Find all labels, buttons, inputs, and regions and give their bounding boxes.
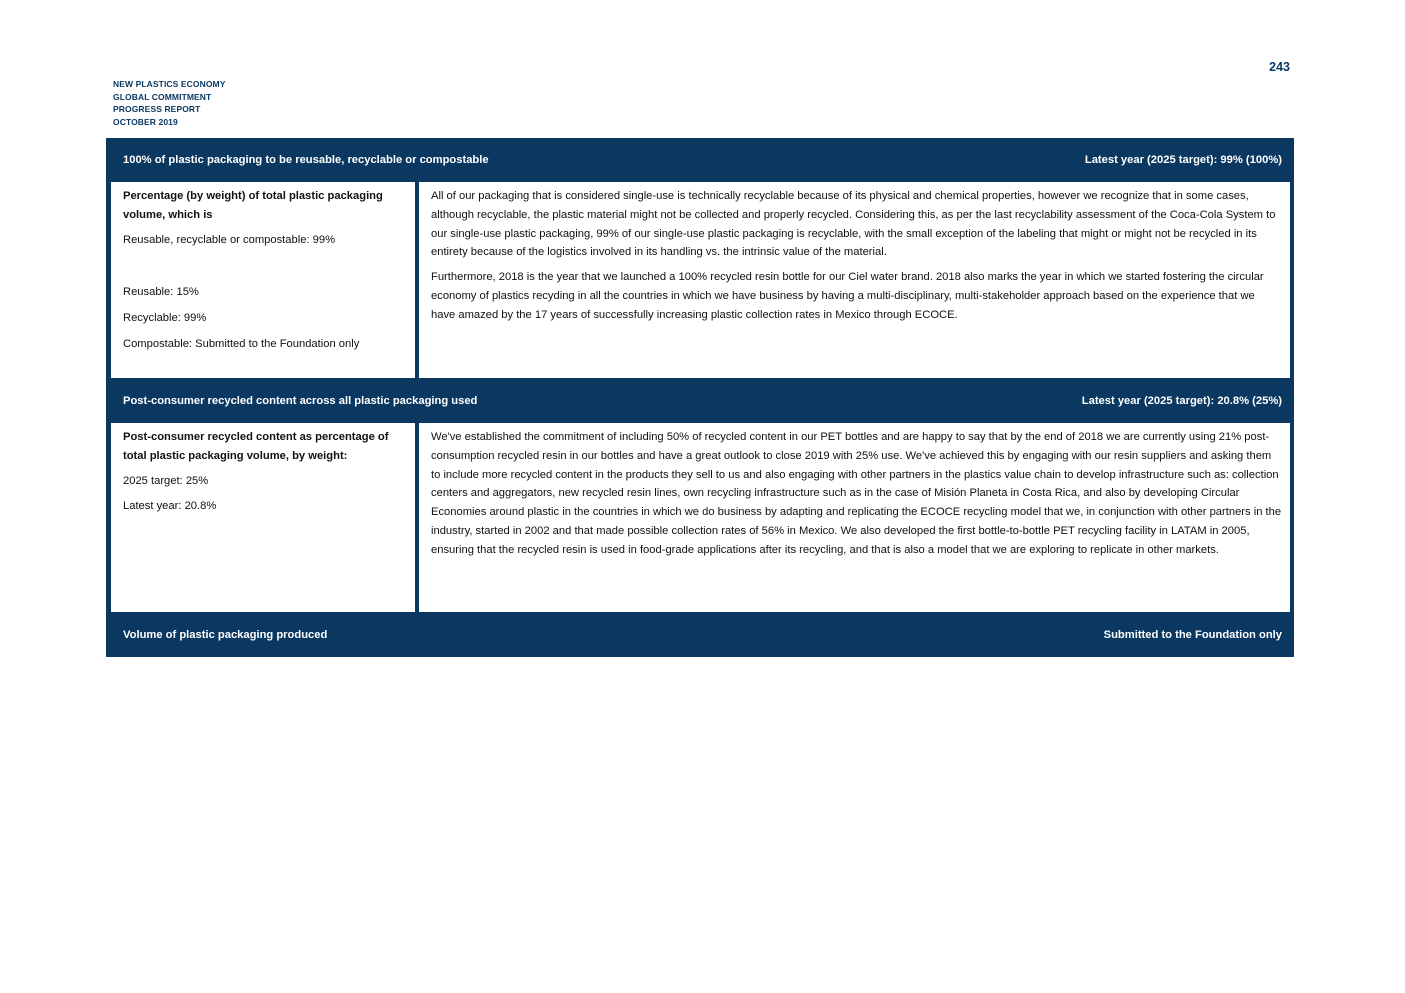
metric-total-reusable: Reusable, recyclable or compostable: 99%: [123, 233, 336, 246]
section-header-volume: [106, 612, 1294, 657]
metrics-cell-recycled-content: [111, 423, 415, 612]
metric-recyclable: Recyclable: 99%: [123, 312, 207, 325]
section-header-reusable: [106, 138, 1294, 182]
narrative-paragraph: Furthermore, 2018 is the year that we launched a 100% recycled resin bottle for our Ciel water brand. 2018 also marks the year in which we started fostering the circular economy of plastics recyding in all the countries in which we have business by having a multi-disciplinary, multi-stakeholder approach based on the experience that we have amazed by the 17 years of successfully increasing plastic collection rates in Mexico through ECOCE.: [431, 271, 1264, 321]
metric-compostable: Compostable: Submitted to the Foundation only: [123, 337, 360, 350]
report-header: [113, 78, 226, 128]
narrative-cell-reusable: [419, 182, 1290, 378]
section-latest-recycled-content: Latest year (2025 target): 20.8% (25%): [1081, 394, 1282, 407]
section-content-recycled-content: [106, 423, 1294, 612]
section-header-recycled-content: [106, 378, 1294, 423]
section-title-recycled-content: Post-consumer recycled content across all plastic packaging used: [123, 394, 478, 407]
header-line-3: PROGRESS REPORT: [113, 104, 201, 115]
section-latest-reusable: Latest year (2025 target): 99% (100%): [1084, 154, 1282, 166]
metric-latest-recycled-content: Latest year: 20.8%: [123, 500, 217, 513]
metric-heading-recycled-content: Post-consumer recycled content as percentage of total plastic packaging volume, by weight:: [123, 431, 389, 462]
section-latest-volume: Submitted to the Foundation only: [1103, 628, 1282, 641]
section-title-volume: Volume of plastic packaging produced: [123, 628, 328, 641]
metric-reusable: Reusable: 15%: [123, 286, 199, 299]
narrative-paragraph: We've established the commitment of including 50% of recycled content in our PET bottles and are happy to say that by the end of 2018 we are currently using 21% post-consumption recycled resin in our bottles and have a great outlook to close 2019 with 25% use. We've achieved this by engaging with our resin suppliers and asking them to include more recycled content in the products they sell to us and also engaging with other partners in the plastics value chain to develop infrastructure such as: collection centers and aggregators, new recycled resin lines, own recycling infrastructure such as in the case of Misión Planeta in Costa Rica, and also by developing Circular Economies around plastic in the countries in which we do business by adapting and replicating the ECOCE recycling model that we, in conjunction with other partners in the industry, started in 2002 and that made possible collection rates of 56% in Mexico. We also developed the first bottle-to-bottle PET recycling facility in LATAM in 2005, ensuring that the recycled resin is used in food-grade applications after its recycling, and that is also a model that we are exploring to replicate in other markets.: [431, 431, 1282, 556]
narrative-cell-recycled-content: [419, 423, 1290, 612]
metric-heading-reusable: Percentage (by weight) of total plastic packaging volume, which is: [123, 190, 383, 221]
header-line-1: NEW PLASTICS ECONOMY: [113, 79, 226, 89]
section-title-reusable: 100% of plastic packaging to be reusable, recyclable or compostable: [123, 154, 489, 166]
page-number: 243: [1269, 60, 1290, 74]
header-line-2: GLOBAL COMMITMENT: [113, 91, 212, 102]
metrics-cell-reusable: [111, 182, 415, 378]
header-line-4: OCTOBER 2019: [113, 116, 178, 127]
narrative-paragraph: All of our packaging that is considered single-use is technically recyclable because of its physical and chemical properties, however we recognize that in some cases, although recyclable, the plastic material might not be collected and properly recycled. Considering this, as per the last recyclability assessment of the Coca-Cola System to our single-use plastic packaging, 99% of our single-use plastic packaging is recyclable, with the small exception of the labeling that might or might not be recycled in its entirety because of the logistics involved in its handling vs. the intrinsic value of the material.: [431, 190, 1276, 259]
metric-target-recycled-content: 2025 target: 25%: [123, 474, 209, 487]
section-content-reusable: [106, 182, 1294, 378]
commitment-table: [106, 138, 1294, 657]
